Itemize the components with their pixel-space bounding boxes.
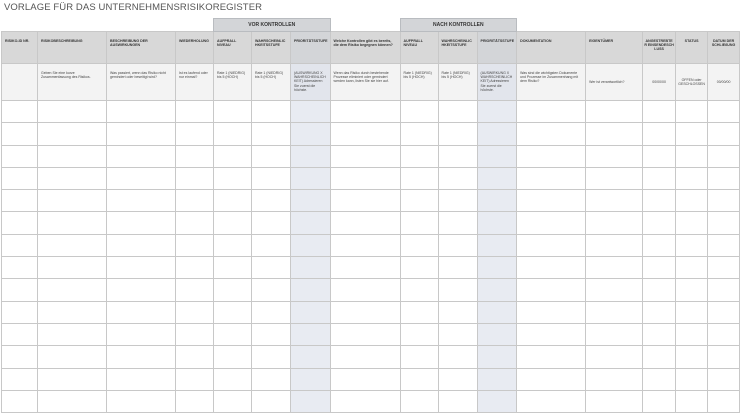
guidance-priority-before[interactable]: (AUSWIRKUNG X WAHRSCHEINLICH KEIT) Adressieren Sie zuerst die höchste. [291,64,331,101]
table-cell[interactable] [214,323,252,345]
table-cell[interactable] [176,145,214,167]
table-cell[interactable] [176,190,214,212]
table-cell[interactable] [252,323,291,345]
table-cell[interactable] [38,212,107,234]
table-cell[interactable] [2,257,38,279]
table-cell[interactable] [643,368,676,390]
table-cell[interactable] [330,212,400,234]
table-cell[interactable] [517,257,586,279]
col-header-risk-id: RISIKO-ID NR. [2,32,38,64]
guidance-likelihood-after[interactable]: Rate 1 (NIEDRIG) bis 5 (HOCH) [438,64,477,101]
table-row [2,167,740,189]
table-cell[interactable] [477,145,517,167]
table-cell[interactable] [107,145,176,167]
table-cell[interactable] [291,301,331,323]
table-cell[interactable] [477,167,517,189]
table-cell[interactable] [708,190,740,212]
table-cell[interactable] [176,346,214,368]
table-cell[interactable] [586,167,643,189]
guidance-owner[interactable]: Wer ist verantwortlich? [586,64,643,101]
table-row [2,212,740,234]
table-row [2,323,740,345]
table-cell[interactable] [477,301,517,323]
table-cell[interactable] [708,390,740,412]
table-cell[interactable] [330,145,400,167]
table-cell[interactable] [330,279,400,301]
col-header-recurrence: WIEDERHOLUNG [176,32,214,64]
table-cell[interactable] [643,390,676,412]
table-cell[interactable] [2,123,38,145]
table-cell[interactable] [517,145,586,167]
table-cell[interactable] [400,123,438,145]
table-cell[interactable] [107,167,176,189]
table-cell[interactable] [214,301,252,323]
table-cell[interactable] [400,257,438,279]
table-cell[interactable] [586,390,643,412]
table-cell[interactable] [477,212,517,234]
table-cell[interactable] [107,101,176,123]
table-cell[interactable] [38,368,107,390]
col-header-existing-controls: Welche Kontrollen gibt es bereits, die dem Risiko begegnen können? [330,32,400,64]
table-cell[interactable] [586,190,643,212]
col-header-priority-before: PRIORITÄTSSTUFE [291,32,331,64]
guidance-existing-controls[interactable]: Wenn das Risiko durch bestehende Prozesse eliminiert oder gemindert werden kann, listen Sie sie hier auf. [330,64,400,101]
table-cell[interactable] [107,346,176,368]
col-header-impact-level-before: AUFPRALL NIVEAU [214,32,252,64]
table-cell[interactable] [708,167,740,189]
col-header-impact-level-after: AUFPRALL NIVEAU [400,32,438,64]
table-row [2,101,740,123]
table-cell[interactable] [477,390,517,412]
table-cell[interactable] [2,101,38,123]
table-cell[interactable] [214,212,252,234]
table-cell[interactable] [708,145,740,167]
table-cell[interactable] [708,123,740,145]
guidance-status[interactable]: OFFEN oder GESCHLOSSEN [676,64,708,101]
table-cell[interactable] [107,190,176,212]
table-cell[interactable] [38,123,107,145]
table-row [2,234,740,256]
table-cell[interactable] [38,390,107,412]
table-cell[interactable] [214,257,252,279]
table-cell[interactable] [107,368,176,390]
table-cell[interactable] [291,279,331,301]
table-cell[interactable] [400,301,438,323]
table-cell[interactable] [214,167,252,189]
table-cell[interactable] [2,346,38,368]
table-cell[interactable] [214,368,252,390]
table-cell[interactable] [477,346,517,368]
table-cell[interactable] [2,390,38,412]
table-cell[interactable] [2,190,38,212]
table-cell[interactable] [38,234,107,256]
table-cell[interactable] [400,390,438,412]
table-cell[interactable] [176,323,214,345]
col-header-documentation: DOKUMENTATION [517,32,586,64]
table-cell[interactable] [477,368,517,390]
table-cell[interactable] [330,190,400,212]
table-cell[interactable] [477,234,517,256]
table-cell[interactable] [214,123,252,145]
table-cell[interactable] [176,257,214,279]
table-cell[interactable] [176,101,214,123]
table-cell[interactable] [330,234,400,256]
table-cell[interactable] [586,323,643,345]
table-cell[interactable] [291,212,331,234]
table-cell[interactable] [107,212,176,234]
table-cell[interactable] [676,212,708,234]
guidance-risk-id[interactable] [2,64,38,101]
table-cell[interactable] [291,190,331,212]
page-title: VORLAGE FÜR DAS UNTERNEHMENSRISIKOREGISTER [4,2,263,13]
table-cell[interactable] [291,123,331,145]
table-cell[interactable] [586,257,643,279]
table-cell[interactable] [676,123,708,145]
table-cell[interactable] [214,101,252,123]
table-cell[interactable] [291,323,331,345]
table-cell[interactable] [291,167,331,189]
table-cell[interactable] [676,368,708,390]
table-cell[interactable] [330,346,400,368]
table-cell[interactable] [252,123,291,145]
table-cell[interactable] [643,346,676,368]
table-cell[interactable] [438,212,477,234]
table-cell[interactable] [517,190,586,212]
table-cell[interactable] [330,368,400,390]
table-cell[interactable] [291,346,331,368]
table-row [2,368,740,390]
table-cell[interactable] [252,101,291,123]
table-cell[interactable] [517,212,586,234]
table-cell[interactable] [400,234,438,256]
table-cell[interactable] [643,301,676,323]
table-cell[interactable] [2,301,38,323]
table-cell[interactable] [400,368,438,390]
guidance-recurrence[interactable]: Ist es laufend oder nur einmal? [176,64,214,101]
table-cell[interactable] [586,301,643,323]
guidance-likelihood-before[interactable]: Rate 1 (NIEDRIG) bis 5 (HOCH) [252,64,291,101]
table-cell[interactable] [676,323,708,345]
guidance-priority-after[interactable]: (AUSWIRKUNG X WAHRSCHEINLICH KEIT) Adressieren Sie zuerst die höchste. [477,64,517,101]
empty-rows [2,101,740,413]
table-cell[interactable] [676,390,708,412]
table-cell[interactable] [176,234,214,256]
table-cell[interactable] [107,234,176,256]
table-cell[interactable] [438,257,477,279]
col-header-closing-date: DATUM DER SCHLIEßUNG [708,32,740,64]
table-cell[interactable] [676,346,708,368]
table-cell[interactable] [400,323,438,345]
table-cell[interactable] [38,346,107,368]
table-cell[interactable] [38,323,107,345]
guidance-risk-description[interactable]: Geben Sie eine kurze Zusammenfassung des Risikos. [38,64,107,101]
table-cell[interactable] [107,301,176,323]
table-cell[interactable] [252,212,291,234]
table-cell[interactable] [438,301,477,323]
table-cell[interactable] [586,368,643,390]
table-cell[interactable] [400,279,438,301]
table-cell[interactable] [586,212,643,234]
table-cell[interactable] [291,101,331,123]
table-cell[interactable] [586,346,643,368]
table-cell[interactable] [676,301,708,323]
table-cell[interactable] [252,167,291,189]
table-cell[interactable] [643,234,676,256]
table-cell[interactable] [676,101,708,123]
table-cell[interactable] [2,212,38,234]
table-cell[interactable] [438,234,477,256]
table-cell[interactable] [107,279,176,301]
table-cell[interactable] [438,190,477,212]
table-cell[interactable] [330,101,400,123]
table-cell[interactable] [38,145,107,167]
table-cell[interactable] [517,346,586,368]
table-cell[interactable] [477,279,517,301]
table-cell[interactable] [400,212,438,234]
table-cell[interactable] [676,279,708,301]
table-cell[interactable] [38,257,107,279]
table-cell[interactable] [708,323,740,345]
col-header-status: STATUS [676,32,708,64]
table-cell[interactable] [438,279,477,301]
table-cell[interactable] [214,190,252,212]
table-cell[interactable] [400,101,438,123]
table-cell[interactable] [517,368,586,390]
table-cell[interactable] [438,368,477,390]
table-cell[interactable] [400,167,438,189]
table-cell[interactable] [643,123,676,145]
table-cell[interactable] [708,346,740,368]
guidance-impact-level-before[interactable]: Rate 1 (NIEDRIG) bis 5 (HOCH) [214,64,252,101]
table-cell[interactable] [517,301,586,323]
table-cell[interactable] [252,257,291,279]
guidance-target-date[interactable]: 00/00/00 [643,64,676,101]
guidance-closing-date[interactable]: 00/00/00 [708,64,740,101]
table-cell[interactable] [643,167,676,189]
table-cell[interactable] [252,368,291,390]
table-cell[interactable] [2,145,38,167]
table-cell[interactable] [438,323,477,345]
table-cell[interactable] [676,167,708,189]
table-cell[interactable] [438,123,477,145]
table-cell[interactable] [291,145,331,167]
table-cell[interactable] [517,167,586,189]
table-cell[interactable] [586,101,643,123]
table-cell[interactable] [643,257,676,279]
table-cell[interactable] [517,123,586,145]
table-row [2,390,740,412]
table-cell[interactable] [477,323,517,345]
table-cell[interactable] [176,279,214,301]
table-cell[interactable] [107,257,176,279]
table-cell[interactable] [708,257,740,279]
table-cell[interactable] [517,279,586,301]
table-cell[interactable] [643,145,676,167]
table-cell[interactable] [400,346,438,368]
table-cell[interactable] [2,323,38,345]
table-cell[interactable] [2,368,38,390]
table-cell[interactable] [214,279,252,301]
table-row [2,279,740,301]
table-cell[interactable] [676,234,708,256]
table-cell[interactable] [676,257,708,279]
guidance-impact-level-after[interactable]: Rate 1 (NIEDRIG) bis 5 (HOCH) [400,64,438,101]
guidance-row [2,64,740,101]
table-cell[interactable] [214,145,252,167]
table-cell[interactable] [2,234,38,256]
table-row [2,257,740,279]
table-cell[interactable] [38,167,107,189]
table-cell[interactable] [38,301,107,323]
col-header-likelihood-after: WAHRSCHEINLIC HKEITSSTUFE [438,32,477,64]
table-cell[interactable] [708,368,740,390]
table-cell[interactable] [291,368,331,390]
col-header-risk-description: RISIKOBESCHREIBUNG [38,32,107,64]
col-header-owner: EIGENTÜMER [586,32,643,64]
table-row [2,190,740,212]
table-cell[interactable] [586,145,643,167]
table-cell[interactable] [330,390,400,412]
table-cell[interactable] [643,212,676,234]
table-cell[interactable] [252,301,291,323]
guidance-impact-description[interactable]: Was passiert, wenn das Risiko nicht gemindert oder beseitigt wird? [107,64,176,101]
table-cell[interactable] [708,234,740,256]
table-cell[interactable] [214,390,252,412]
table-cell[interactable] [252,190,291,212]
table-row [2,346,740,368]
table-cell[interactable] [586,234,643,256]
table-cell[interactable] [214,346,252,368]
table-cell[interactable] [517,390,586,412]
table-cell[interactable] [252,390,291,412]
table-cell[interactable] [400,145,438,167]
table-cell[interactable] [252,234,291,256]
table-cell[interactable] [107,390,176,412]
table-cell[interactable] [176,301,214,323]
table-cell[interactable] [477,190,517,212]
col-header-priority-after: PRIORITÄTSSTUFE [477,32,517,64]
table-cell[interactable] [38,190,107,212]
col-header-target-date: ANGESTREBTE R EINSENDESCH LUSS [643,32,676,64]
group-after-controls: NACH KONTROLLEN [400,19,517,32]
table-cell[interactable] [438,101,477,123]
table-cell[interactable] [676,190,708,212]
table-cell[interactable] [643,279,676,301]
table-cell[interactable] [517,323,586,345]
table-cell[interactable] [107,123,176,145]
column-header-row [2,32,740,64]
table-cell[interactable] [708,301,740,323]
table-cell[interactable] [477,257,517,279]
table-cell[interactable] [176,368,214,390]
table-cell[interactable] [214,234,252,256]
table-cell[interactable] [438,167,477,189]
table-cell[interactable] [643,323,676,345]
table-cell[interactable] [438,145,477,167]
table-cell[interactable] [176,212,214,234]
table-cell[interactable] [400,190,438,212]
table-cell[interactable] [438,390,477,412]
table-cell[interactable] [586,123,643,145]
table-cell[interactable] [330,167,400,189]
table-row [2,301,740,323]
group-header-row [2,19,740,32]
table-cell[interactable] [252,145,291,167]
table-cell[interactable] [477,101,517,123]
risk-register-table [1,18,740,413]
table-cell[interactable] [38,279,107,301]
table-cell[interactable] [438,346,477,368]
table-cell[interactable] [708,279,740,301]
table-cell[interactable] [477,123,517,145]
table-cell[interactable] [330,257,400,279]
table-cell[interactable] [643,190,676,212]
col-header-impact-description: BESCHREIBUNG DER AUSWIRKUNGEN [107,32,176,64]
group-before-controls: VOR KONTROLLEN [214,19,331,32]
table-cell[interactable] [708,212,740,234]
col-header-likelihood-before: WAHRSCHEINLIC HKEITSSTUFE [252,32,291,64]
table-cell[interactable] [291,257,331,279]
table-cell[interactable] [291,390,331,412]
table-cell[interactable] [586,279,643,301]
table-cell[interactable] [330,123,400,145]
table-cell[interactable] [643,101,676,123]
table-cell[interactable] [517,101,586,123]
table-row [2,145,740,167]
table-cell[interactable] [291,234,331,256]
guidance-documentation[interactable]: Was sind die wichtigsten Dokumente und Prozesse im Zusammenhang mit dem Risiko? [517,64,586,101]
table-cell[interactable] [176,390,214,412]
table-cell[interactable] [708,101,740,123]
table-cell[interactable] [107,323,176,345]
table-cell[interactable] [2,167,38,189]
table-cell[interactable] [517,234,586,256]
table-cell[interactable] [676,145,708,167]
table-cell[interactable] [176,123,214,145]
table-row [2,123,740,145]
table-cell[interactable] [252,346,291,368]
table-cell[interactable] [176,167,214,189]
table-cell[interactable] [38,101,107,123]
table-cell[interactable] [2,279,38,301]
table-cell[interactable] [330,323,400,345]
table-cell[interactable] [252,279,291,301]
table-cell[interactable] [330,301,400,323]
